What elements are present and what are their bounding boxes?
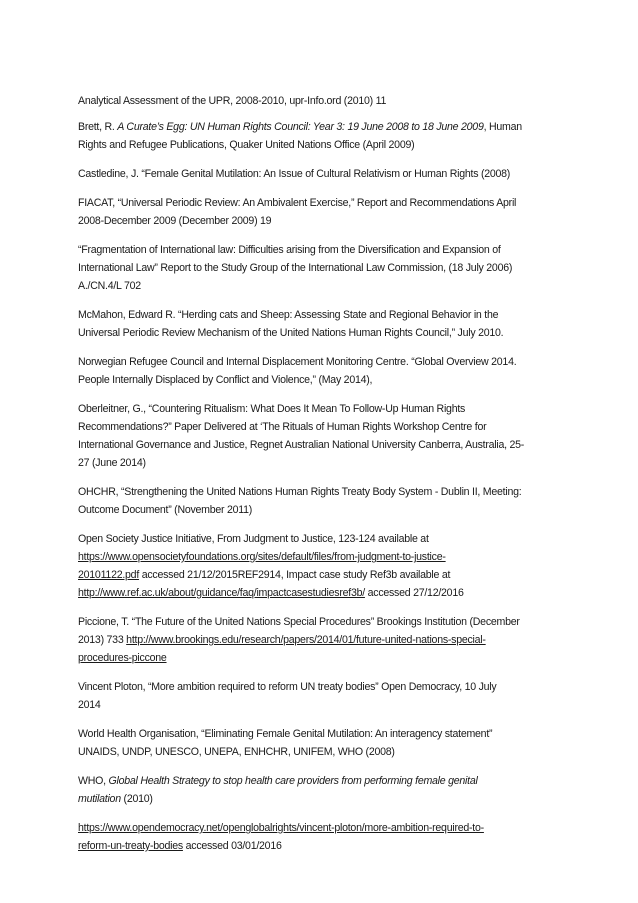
reference-link[interactable]: http://www.ref.ac.uk/about/guidance/faq/impactcasestudiesref3b/	[78, 587, 365, 599]
reference-title-italic: mutilation	[78, 793, 121, 805]
reference-text: FIACAT, “Universal Periodic Review: An Ambivalent Exercise,” Report and Recommendations April	[78, 197, 517, 209]
reference-text: WHO,	[78, 775, 109, 787]
reference-ohchr	[78, 483, 568, 519]
reference-text: “Fragmentation of International law: Difficulties arising from the Diversification and Expansion of	[78, 244, 501, 256]
reference-link[interactable]: 20101122.pdf	[78, 569, 140, 581]
reference-text: Open Society Justice Initiative, From Judgment to Justice, 123-124 available at	[78, 533, 429, 545]
reference-title-italic: Global Health Strategy to stop health care providers from performing female genital	[108, 775, 478, 787]
reference-link[interactable]: http://www.brookings.edu/research/papers/2014/01/future-united-nations-special-	[126, 634, 486, 646]
reference-mcmahon	[78, 306, 568, 342]
reference-text: 2008-December 2009 (December 2009) 19	[78, 215, 272, 227]
reference-link[interactable]: procedures-piccone	[78, 652, 167, 664]
reference-text: Castledine, J. “Female Genital Mutilation: An Issue of Cultural Relativism or Human Rights (2008)	[78, 168, 511, 180]
reference-nrc	[78, 353, 568, 389]
reference-text: (2010)	[120, 793, 153, 805]
reference-text: Brett, R.	[78, 121, 118, 133]
reference-text: McMahon, Edward R. “Herding cats and Sheep: Assessing State and Regional Behavior in the	[78, 309, 499, 321]
reference-text: Universal Periodic Review Mechanism of the United Nations Human Rights Council,” July 2010.	[78, 327, 504, 339]
reference-text: OHCHR, “Strengthening the United Nations Human Rights Treaty Body System - Dublin II, Meeting:	[78, 486, 522, 498]
reference-link[interactable]: reform-un-treaty-bodies	[78, 840, 183, 852]
reference-text: 27 (June 2014)	[78, 457, 146, 469]
reference-text: People Internally Displaced by Conflict and Violence,” (May 2014),	[78, 374, 373, 386]
reference-text: Vincent Ploton, “More ambition required to reform UN treaty bodies” Open Democracy, 10 July	[78, 681, 497, 693]
reference-text: accessed 03/01/2016	[182, 840, 282, 852]
reference-title-italic: A Curate’s Egg: UN Human Rights Council: Year 3: 19 June 2008 to 18 June 2009	[117, 121, 484, 133]
reference-fiacat	[78, 194, 568, 230]
reference-text: accessed 21/12/2015REF2914, Impact case study Ref3b available at	[139, 569, 451, 581]
reference-text: Rights and Refugee Publications, Quaker United Nations Office (April 2009)	[78, 139, 415, 151]
reference-who-strategy	[78, 772, 568, 808]
reference-text: Recommendations?” Paper Delivered at ‘The Rituals of Human Rights Workshop Centre for	[78, 421, 487, 433]
reference-text: accessed 27/12/2016	[364, 587, 464, 599]
reference-castledine	[78, 165, 568, 183]
reference-text: Piccione, T. “The Future of the United Nations Special Procedures” Brookings Institution (December	[78, 616, 520, 628]
reference-piccione	[78, 613, 568, 667]
reference-text: Norwegian Refugee Council and Internal Displacement Monitoring Centre. “Global Overview 2014.	[78, 356, 517, 368]
reference-text: International Law” Report to the Study Group of the International Law Commission, (18 July 2006)	[78, 262, 513, 274]
reference-upr	[78, 92, 568, 110]
reference-opendemocracy-link	[78, 819, 568, 855]
reference-osji	[78, 530, 568, 602]
reference-text: , Human	[483, 121, 522, 133]
reference-ploton	[78, 678, 568, 714]
reference-text: World Health Organisation, “Eliminating Female Genital Mutilation: An interagency statement”	[78, 728, 493, 740]
reference-text: Analytical Assessment of the UPR, 2008-2010, upr-Info.ord (2010) 11	[78, 95, 387, 107]
reference-text: 2013) 733	[78, 634, 127, 646]
reference-link[interactable]: https://www.opendemocracy.net/openglobalrights/vincent-ploton/more-ambition-required-to-	[78, 822, 484, 834]
reference-text: A./CN.4/L 702	[78, 280, 141, 292]
reference-text: International Governance and Justice, Regnet Australian National University Canberra, Australia, 25-	[78, 439, 525, 451]
reference-brett	[78, 118, 568, 154]
reference-text: Outcome Document” (November 2011)	[78, 504, 253, 516]
reference-who-statement	[78, 725, 568, 761]
reference-text: UNAIDS, UNDP, UNESCO, UNEPA, ENHCHR, UNIFEM, WHO (2008)	[78, 746, 395, 758]
reference-link[interactable]: https://www.opensocietyfoundations.org/sites/default/files/from-judgment-to-justice-	[78, 551, 446, 563]
reference-fragmentation	[78, 241, 568, 295]
reference-text: Oberleitner, G., “Countering Ritualism: What Does It Mean To Follow-Up Human Rights	[78, 403, 466, 415]
reference-oberleitner	[78, 400, 568, 472]
reference-text: 2014	[78, 699, 101, 711]
